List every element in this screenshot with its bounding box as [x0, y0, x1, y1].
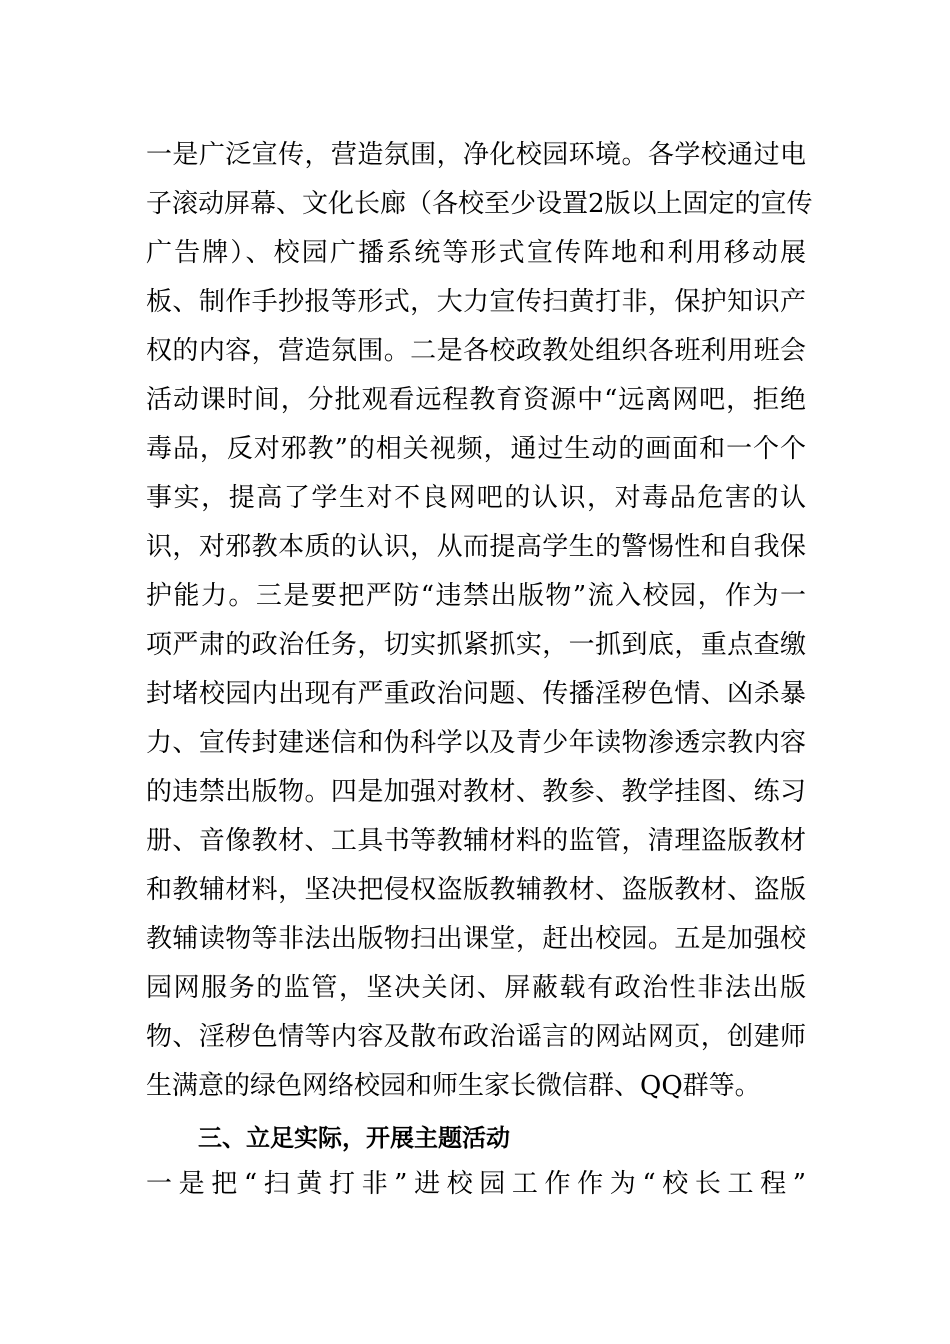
section-heading: 三、立足实际，开展主题活动: [198, 1124, 510, 1152]
text-line: 册、音像教材、工具书等教辅材料的监管，清理盗版教材: [146, 826, 806, 856]
text-line: 力、宣传封建迷信和伪科学以及青少年读物渗透宗教内容: [146, 728, 806, 758]
text-line: 物、淫秽色情等内容及散布政治谣言的网站网页，创建师: [146, 1022, 806, 1052]
text-line: 识，对邪教本质的认识，从而提高学生的警惕性和自我保: [146, 532, 806, 562]
text-line: 封堵校园内出现有严重政治问题、传播淫秽色情、凶杀暴: [146, 679, 806, 709]
text-line: 毒品，反对邪教”的相关视频，通过生动的画面和一个个: [146, 434, 806, 464]
text-line: 教辅读物等非法出版物扫出课堂，赶出校园。五是加强校: [146, 924, 806, 954]
text-line: 护能力。三是要把严防“违禁出版物”流入校园，作为一: [146, 581, 806, 611]
text-line: 板、制作手抄报等形式，大力宣传扫黄打非，保护知识产: [146, 287, 806, 317]
text-line: 一是广泛宣传，营造氛围，净化校园环境。各学校通过电: [146, 140, 806, 170]
text-line: 广告牌）、校园广播系统等形式宣传阵地和利用移动展: [146, 238, 806, 268]
text-line: 生满意的绿色网络校园和师生家长微信群、QQ群等。: [146, 1071, 761, 1101]
text-line: 事实，提高了学生对不良网吧的认识，对毒品危害的认: [146, 483, 806, 513]
text-line: 和教辅材料，坚决把侵权盗版教辅教材、盗版教材、盗版: [146, 875, 806, 905]
text-line: 一是把“扫黄打非”进校园工作作为“校长工程”: [146, 1169, 806, 1199]
text-line: 项严肃的政治任务，切实抓紧抓实，一抓到底，重点查缴: [146, 630, 806, 660]
text-line: 园网服务的监管，坚决关闭、屏蔽载有政治性非法出版: [146, 973, 806, 1003]
text-line: 活动课时间，分批观看远程教育资源中“远离网吧，拒绝: [146, 385, 806, 415]
text-line: 的违禁出版物。四是加强对教材、教参、教学挂图、练习: [146, 777, 806, 807]
text-line: 权的内容，营造氛围。二是各校政教处组织各班利用班会: [146, 336, 806, 366]
text-line: 子滚动屏幕、文化长廊（各校至少设置2版以上固定的宣传: [146, 189, 813, 219]
